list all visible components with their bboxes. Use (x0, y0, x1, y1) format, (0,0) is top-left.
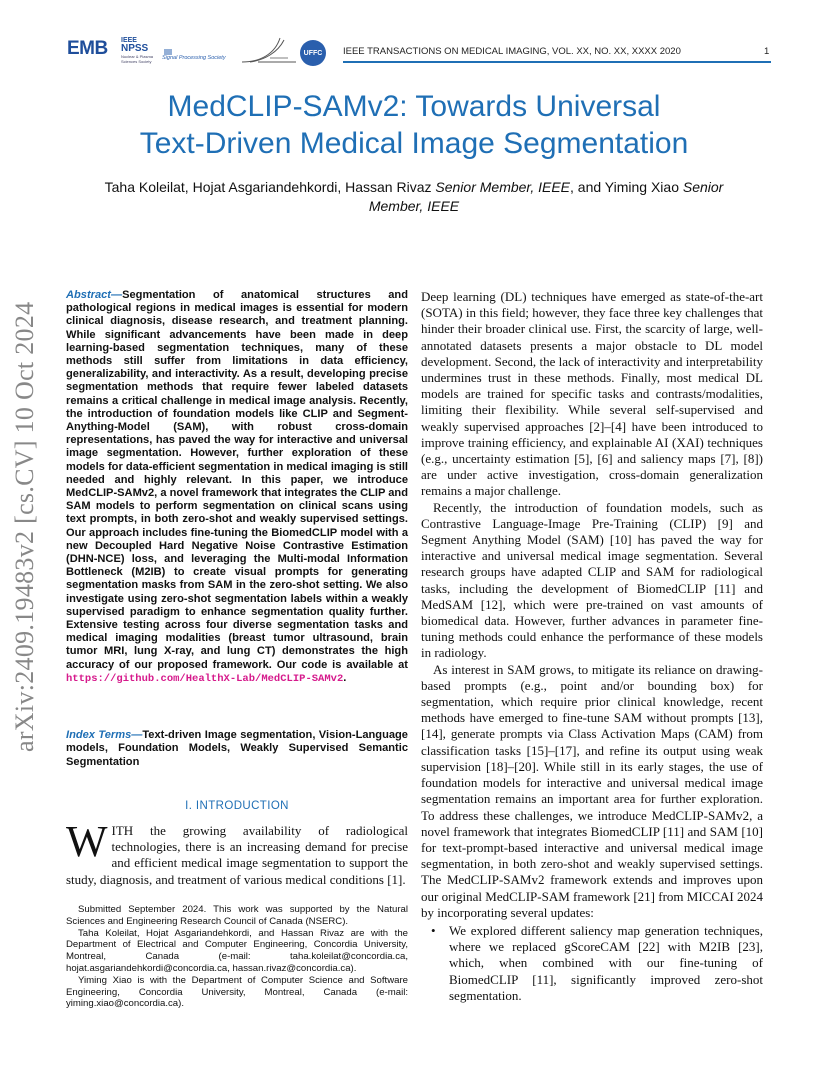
paragraph-3: As interest in SAM grows, to mitigate its reliance on drawing-based prompts (e.g., point and/or bounding box) for segmentation, which require prior clinical knowledge, recent methods have emerged to fine-tune SAM without prompts [13], [14], generate prompts via Class Activation Maps (CAM) from classification tasks [15]–[17], and refine its output using weak supervision [18]–[20]. While still in its early stages, the use of foundation models for interactive and universal medical image segmentation remains an important area for further exploration. To address these challenges, we introduce MedCLIP-SAMv2, a novel framework that integrates BiomedCLIP [11] and SAM [10] for text-prompt-based interactive and universal medical image segmentation, in both zero-shot and weakly supervised settings. The MedCLIP-SAMv2 framework extends and improves upon our original MedCLIP-SAM framework [21] from MICCAI 2024 by incorporating several updates: (421, 661, 763, 920)
bullet-1-text: We explored different saliency map generation techniques, where we replaced gScoreCAM [22] with M2IB [23], which, when combined with our fine-tuning of BiomedCLIP [11], significantly improved zero-shot segmentation. (449, 922, 763, 1003)
npss-logo (121, 37, 157, 64)
author-names: Taha Koleilat, Hojat Asgariandehkordi, Hassan Rivaz (104, 179, 436, 195)
bullet-item-1 (421, 923, 763, 1004)
arxiv-stamp-text: arXiv:2409.19483v2 [cs.CV] 10 Oct 2024 (10, 301, 39, 752)
author-and: , and Yiming Xiao (570, 179, 683, 195)
intro-paragraph (66, 817, 408, 888)
arxiv-stamp (2, 292, 42, 752)
footnote-affiliation-2: Yiming Xiao is with the Department of Computer Science and Software Engineering, Concordia University, Montreal, Canada (e-mail: yiming.xiao@concordia.ca). (66, 974, 408, 1010)
paragraph-2: Recently, the introduction of foundation models, such as Contrastive Language-Image Pre-Training (CLIP) [9] and Segment Anything Model (SAM) [10] has paved the way for interactive and universal medical image segmentation. Several research groups have adapted CLIP and SAM for radiological tasks, including the development of BiomedCLIP [11] and MedSAM [12], which were pre-trained on vast amounts of biomedical data. However, further advances in parameter fine-tuning methods could enhance the performance of these models in radiology. (421, 499, 763, 661)
abstract (66, 289, 408, 686)
uffc-logo (300, 40, 326, 66)
bullet-icon: • (431, 922, 436, 938)
npss-logo-line1: IEEE (121, 37, 137, 44)
dropcap: W (66, 817, 108, 866)
rivaz-title: Senior Member, IEEE (435, 179, 571, 195)
npss-logo-line2: NPSS (121, 43, 149, 54)
paragraph-1: Deep learning (DL) techniques have emerged as state-of-the-art (SOTA) in this field; however, they face three key challenges that hinder their broader clinical use. First, the scarcity of large, well-annotated datasets presents a major obstacle to DL model development. Second, the lack of interactivity and interpretability undermines trust in these methods. Finally, most medical DL models are trained for specific tasks and contrasts/modalities, limiting their flexibility. While several self-supervised and weakly supervised approaches [2]–[4] have been introduced to improve training efficiency, and explainable AI (XAI) techniques (e.g., uncertainty estimation [5], [6] and saliency maps [7], [8]) are under active investigation, cross-domain generalization remains a major challenge. (421, 289, 763, 499)
page-number: 1 (764, 46, 770, 57)
emb-logo: EMB (67, 38, 108, 59)
abstract-end: . (343, 671, 347, 684)
sps-logo-text: Signal Processing Society (162, 55, 226, 61)
header-rule (343, 61, 771, 63)
footnote-submission: Submitted September 2024. This work was supported by the Natural Sciences and Engineering Research Council of Canada (NSERC). (66, 904, 408, 927)
paper-title (60, 88, 768, 162)
footnote-affiliation-1: Taha Koleilat, Hojat Asgariandehkordi, and Hassan Rivaz are with the Department of Electrical and Computer Engineering, Concordia University, Montreal, Canada (e-mail: taha.koleilat@concordia.ca, hojat.asgariandehkordi@concordia.ca, hassan.rivaz@concordia.ca). (66, 927, 408, 974)
right-column (421, 289, 763, 1004)
index-terms-label: Index Terms— (66, 729, 143, 741)
tmi-emblem-icon (240, 34, 298, 66)
abstract-label: Abstract— (66, 289, 123, 301)
section-heading (66, 800, 408, 812)
section-title: INTRODUCTION (195, 800, 289, 812)
uffc-logo-text: UFFC (300, 40, 326, 66)
title-line-1: MedCLIP-SAMv2: Towards Universal (167, 90, 661, 123)
xiao-title: Senior Member, IEEE (368, 179, 724, 214)
npss-logo-line3: Nuclear & Plasma Sciences Society (121, 54, 154, 64)
author-list (80, 178, 748, 216)
footnotes (66, 904, 408, 1010)
code-link[interactable]: https://github.com/HealthX-Lab/MedCLIP-SAMv2 (66, 672, 344, 685)
index-terms (66, 729, 408, 769)
title-line-2: Text-Driven Medical Image Segmentation (139, 127, 689, 160)
journal-header: IEEE TRANSACTIONS ON MEDICAL IMAGING, VOL. XX, NO. XX, XXXX 2020 (343, 46, 681, 57)
section-number: I. (185, 800, 193, 812)
index-terms-text: Text-driven Image segmentation, Vision-Language models, Foundation Models, Weakly Supervised Semantic Segmentation (66, 729, 408, 768)
intro-text: ITH the growing availability of radiological technologies, there is an increasing demand for precise and efficient medical image segmentation to support the study, diagnosis, and treatment of various medical conditions [1]. (66, 823, 408, 887)
abstract-text: Segmentation of anatomical structures and pathological regions in medical images is essential for modern clinical diagnosis, disease research, and treatment planning. While significant advancements have been made in deep learning-based segmentation techniques, many of these methods still suffer from limitations in data efficiency, generalizability, and interactivity. As a result, developing precise segmentation methods that require fewer labeled datasets remains a critical challenge in medical image analysis. Recently, the introduction of foundation models like CLIP and Segment-Anything-Model (SAM), with robust cross-domain representations, has paved the way for interactive and universal image segmentation. However, further exploration of these models for data-efficient segmentation in medical imaging is still needed and highly relevant. In this paper, we introduce MedCLIP-SAMv2, a novel framework that integrates the CLIP and SAM models to perform segmentation on clinical scans using text prompts, in both zero-shot and weakly supervised settings. Our approach includes fine-tuning the BiomedCLIP model with a new Decoupled Hard Negative Noise Contrastive Estimation (DHN-NCE) loss, and leveraging the Multi-modal Information Bottleneck (M2IB) to create visual prompts for generating segmentation masks from SAM in the zero-shot setting. We also investigate using zero-shot segmentation labels within a weakly supervised paradigm to enhance segmentation quality further. Extensive testing across four diverse segmentation tasks and medical imaging modalities (breast tumor ultrasound, brain tumor MRI, lung X-ray, and lung CT) demonstrates the high accuracy of our proposed framework. Our code is available at (66, 289, 408, 671)
